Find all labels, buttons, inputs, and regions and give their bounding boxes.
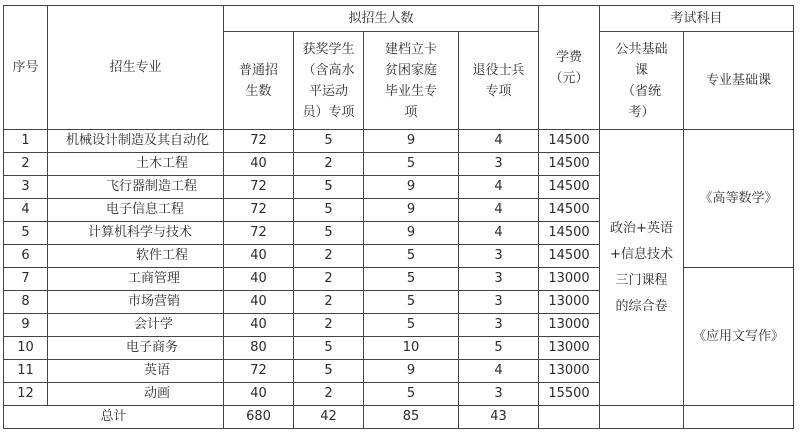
cell-seq: 9 bbox=[4, 314, 48, 337]
cell-award: 2 bbox=[294, 314, 364, 337]
cell-award: 2 bbox=[294, 291, 364, 314]
cell-major: 软件工程 bbox=[48, 245, 224, 268]
cell-regular: 40 bbox=[224, 268, 294, 291]
header-regular bbox=[224, 32, 294, 130]
header-poor-line-3: 毕业生专 bbox=[384, 83, 437, 99]
header-award bbox=[294, 32, 364, 130]
cell-award: 5 bbox=[294, 222, 364, 245]
header-fee-line-2: （元） bbox=[549, 70, 589, 86]
cell-veteran: 3 bbox=[459, 314, 539, 337]
enrollment-plan-table bbox=[3, 5, 794, 429]
cell-veteran: 3 bbox=[459, 153, 539, 176]
header-award-line-2: （含高水 bbox=[302, 62, 355, 78]
cell-award: 5 bbox=[294, 176, 364, 199]
cell-poor: 5 bbox=[364, 383, 459, 406]
cell-major: 计算机科学与技术 bbox=[48, 222, 224, 245]
cell-award: 2 bbox=[294, 245, 364, 268]
cell-major: 英语 bbox=[48, 360, 224, 383]
cell-fee: 14500 bbox=[539, 199, 600, 222]
cell-award: 5 bbox=[294, 360, 364, 383]
cell-seq: 2 bbox=[4, 153, 48, 176]
total-poor: 85 bbox=[364, 406, 459, 429]
header-veteran-line-2: 专项 bbox=[485, 83, 512, 99]
cell-major: 工商管理 bbox=[48, 268, 224, 291]
cell-poor: 5 bbox=[364, 314, 459, 337]
cell-fee: 14500 bbox=[539, 245, 600, 268]
table-row bbox=[4, 130, 794, 153]
total-row bbox=[4, 406, 794, 429]
header-award-line-3: 平运动 bbox=[308, 83, 348, 99]
header-poor bbox=[364, 32, 459, 130]
cell-seq: 8 bbox=[4, 291, 48, 314]
header-poor-line-4: 项 bbox=[404, 104, 418, 120]
cell-major: 电子信息工程 bbox=[48, 199, 224, 222]
cell-veteran: 3 bbox=[459, 245, 539, 268]
cell-seq: 10 bbox=[4, 337, 48, 360]
cell-veteran: 4 bbox=[459, 176, 539, 199]
cell-fee: 13000 bbox=[539, 360, 600, 383]
cell-fee: 13000 bbox=[539, 291, 600, 314]
public-exam-line-4: 的综合卷 bbox=[615, 298, 668, 314]
cell-poor: 9 bbox=[364, 130, 459, 153]
cell-fee: 13000 bbox=[539, 268, 600, 291]
cell-veteran: 3 bbox=[459, 291, 539, 314]
header-veteran bbox=[459, 32, 539, 130]
cell-poor: 9 bbox=[364, 199, 459, 222]
cell-seq: 6 bbox=[4, 245, 48, 268]
header-award-line-1: 获奖学生 bbox=[302, 41, 355, 57]
total-regular: 680 bbox=[224, 406, 294, 429]
cell-fee: 15500 bbox=[539, 383, 600, 406]
cell-seq: 12 bbox=[4, 383, 48, 406]
cell-seq: 1 bbox=[4, 130, 48, 153]
header-poor-line-2: 贫困家庭 bbox=[384, 62, 437, 78]
cell-regular: 40 bbox=[224, 314, 294, 337]
cell-veteran: 4 bbox=[459, 130, 539, 153]
header-plan-group: 拟招生人数 bbox=[224, 6, 539, 32]
cell-major: 土木工程 bbox=[48, 153, 224, 176]
cell-poor: 9 bbox=[364, 222, 459, 245]
header-regular-line-2: 生数 bbox=[245, 83, 272, 99]
total-veteran: 43 bbox=[459, 406, 539, 429]
total-award: 42 bbox=[294, 406, 364, 429]
cell-major: 电子商务 bbox=[48, 337, 224, 360]
cell-fee: 14500 bbox=[539, 153, 600, 176]
header-prof-basic: 专业基础课 bbox=[684, 32, 794, 130]
header-public-basic-line-2: 课 bbox=[634, 62, 648, 78]
cell-poor: 5 bbox=[364, 268, 459, 291]
cell-veteran: 4 bbox=[459, 360, 539, 383]
cell-major: 市场营销 bbox=[48, 291, 224, 314]
header-public-basic-line-4: 考） bbox=[628, 104, 655, 120]
cell-veteran: 3 bbox=[459, 383, 539, 406]
cell-award: 2 bbox=[294, 383, 364, 406]
cell-seq: 3 bbox=[4, 176, 48, 199]
cell-veteran: 5 bbox=[459, 337, 539, 360]
cell-regular: 72 bbox=[224, 222, 294, 245]
prof-exam-cell-writing: 《应用文写作》 bbox=[684, 268, 794, 406]
cell-poor: 10 bbox=[364, 337, 459, 360]
public-exam-line-2: +信息技术 bbox=[610, 246, 673, 262]
cell-regular: 72 bbox=[224, 199, 294, 222]
cell-major: 飞行器制造工程 bbox=[48, 176, 224, 199]
cell-major: 机械设计制造及其自动化 bbox=[48, 130, 224, 153]
cell-regular: 72 bbox=[224, 130, 294, 153]
cell-regular: 40 bbox=[224, 153, 294, 176]
total-public-empty bbox=[600, 406, 684, 429]
cell-regular: 40 bbox=[224, 383, 294, 406]
cell-poor: 5 bbox=[364, 153, 459, 176]
header-award-line-4: 员）专项 bbox=[302, 104, 355, 120]
total-label: 总计 bbox=[4, 406, 224, 429]
cell-award: 2 bbox=[294, 153, 364, 176]
cell-fee: 14500 bbox=[539, 222, 600, 245]
cell-award: 2 bbox=[294, 268, 364, 291]
cell-poor: 5 bbox=[364, 291, 459, 314]
public-exam-line-3: 三门课程 bbox=[615, 272, 668, 288]
header-public-basic-line-3: （省统 bbox=[621, 83, 661, 99]
prof-exam-cell-math: 《高等数学》 bbox=[684, 130, 794, 268]
cell-seq: 11 bbox=[4, 360, 48, 383]
header-major: 招生专业 bbox=[48, 6, 224, 130]
header-fee bbox=[539, 6, 600, 130]
header-exam-group: 考试科目 bbox=[600, 6, 794, 32]
total-fee-empty bbox=[539, 406, 600, 429]
cell-award: 5 bbox=[294, 337, 364, 360]
header-seq: 序号 bbox=[4, 6, 48, 130]
cell-seq: 7 bbox=[4, 268, 48, 291]
cell-poor: 9 bbox=[364, 360, 459, 383]
cell-award: 5 bbox=[294, 199, 364, 222]
public-exam-line-1: 政治+英语 bbox=[610, 220, 673, 236]
cell-fee: 14500 bbox=[539, 130, 600, 153]
cell-fee: 13000 bbox=[539, 314, 600, 337]
cell-regular: 80 bbox=[224, 337, 294, 360]
public-exam-cell bbox=[600, 130, 684, 406]
total-prof-empty bbox=[684, 406, 794, 429]
cell-seq: 4 bbox=[4, 199, 48, 222]
cell-regular: 72 bbox=[224, 360, 294, 383]
cell-veteran: 4 bbox=[459, 199, 539, 222]
cell-major: 会计学 bbox=[48, 314, 224, 337]
header-regular-line-1: 普通招 bbox=[238, 62, 278, 78]
cell-seq: 5 bbox=[4, 222, 48, 245]
header-veteran-line-1: 退役士兵 bbox=[472, 62, 525, 78]
cell-fee: 14500 bbox=[539, 176, 600, 199]
cell-fee: 13000 bbox=[539, 337, 600, 360]
header-public-basic-line-1: 公共基础 bbox=[615, 41, 668, 57]
cell-poor: 9 bbox=[364, 176, 459, 199]
cell-award: 5 bbox=[294, 130, 364, 153]
cell-regular: 72 bbox=[224, 176, 294, 199]
cell-major: 动画 bbox=[48, 383, 224, 406]
cell-regular: 40 bbox=[224, 291, 294, 314]
header-fee-line-1: 学费 bbox=[555, 49, 582, 65]
cell-veteran: 4 bbox=[459, 222, 539, 245]
cell-poor: 5 bbox=[364, 245, 459, 268]
cell-regular: 40 bbox=[224, 245, 294, 268]
header-poor-line-1: 建档立卡 bbox=[384, 41, 437, 57]
header-public-basic bbox=[600, 32, 684, 130]
cell-veteran: 3 bbox=[459, 268, 539, 291]
